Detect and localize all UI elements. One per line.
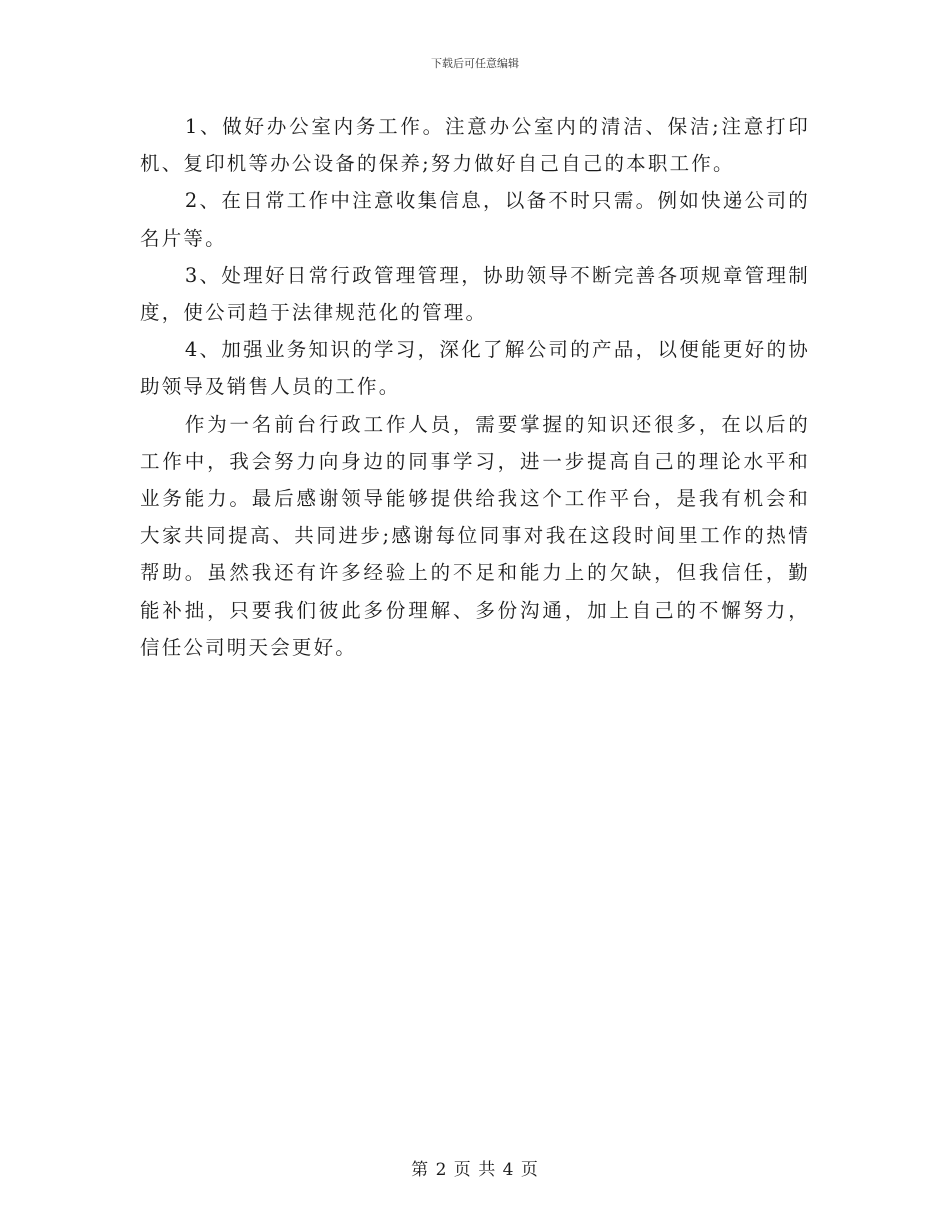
page-header: 下载后可任意编辑 <box>431 57 519 70</box>
document-body <box>140 108 810 666</box>
page-footer: 第 2 页 共 4 页 <box>411 1160 539 1180</box>
paragraph-item-1: 1、做好办公室内务工作。注意办公室内的清洁、保洁;注意打印机、复印机等办公设备的保养;努力做好自己自己的本职工作。 <box>140 115 810 176</box>
paragraph-conclusion: 作为一名前台行政工作人员，需要掌握的知识还很多，在以后的工作中，我会努力向身边的同事学习，进一步提高自己的理论水平和业务能力。最后感谢领导能够提供给我这个工作平台，是我有机会和大家共同提高、共同进步;感谢每位同事对我在这段时间里工作的热情帮助。虽然我还有许多经验上的不足和能力上的欠缺，但我信任，勤能补拙，只要我们彼此多份理解、多份沟通，加上自己的不懈努力，信任公司明天会更好。 <box>140 412 810 659</box>
paragraph-item-2: 2、在日常工作中注意收集信息，以备不时只需。例如快递公司的名片等。 <box>140 189 810 250</box>
paragraph-item-4: 4、加强业务知识的学习，深化了解公司的产品，以便能更好的协助领导及销售人员的工作。 <box>140 338 810 399</box>
paragraph-item-3: 3、处理好日常行政管理管理，协助领导不断完善各项规章管理制度，使公司趋于法律规范化的管理。 <box>140 263 810 325</box>
